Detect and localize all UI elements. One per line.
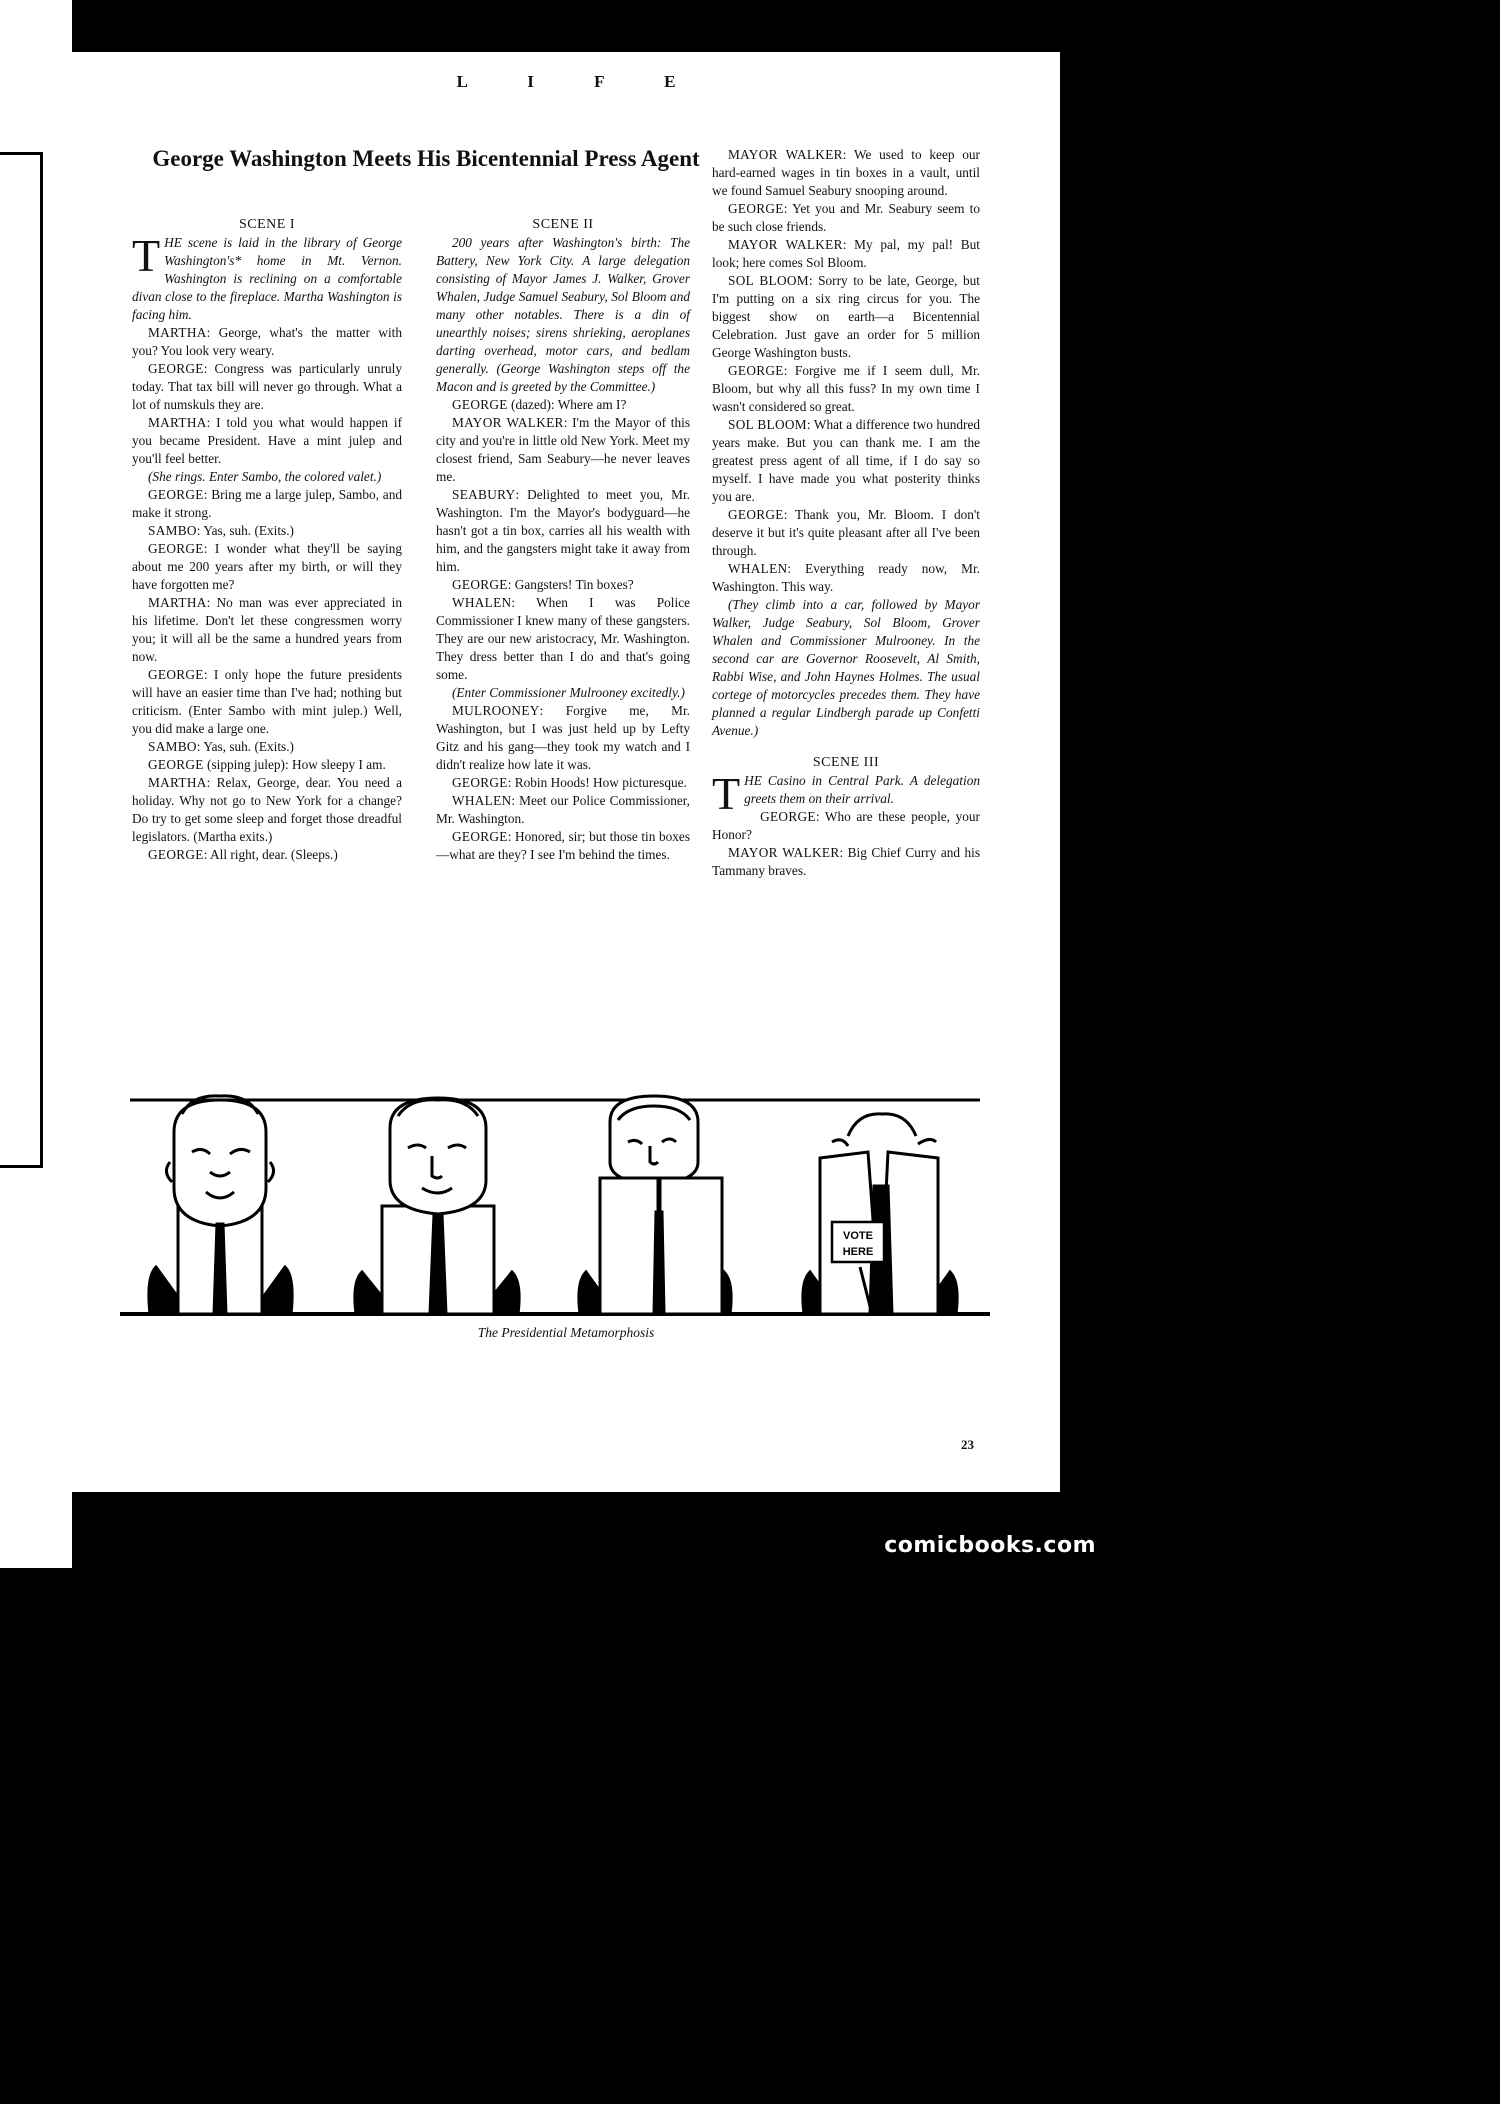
dialogue-text: : We used to keep our hard-earned wages in tin boxes in a vault, until we found Samuel Seabury snooping around.: [712, 147, 980, 198]
speaker-name: WHALEN: [728, 561, 788, 576]
sign-text-line-2: HERE: [842, 1246, 874, 1258]
dialogue-line: [436, 828, 690, 864]
dialogue-line: [712, 362, 980, 416]
article-title: George Washington Meets His Bicentennial Press Agent: [152, 146, 700, 171]
dialogue-line: [436, 396, 690, 414]
cartoon-illustration: [120, 1092, 990, 1324]
dialogue-line: [436, 576, 690, 594]
figure-3: [579, 1096, 731, 1314]
dialogue-line: [712, 236, 980, 272]
dialogue-text: : No man was ever appreciated in his lifetime. Don't let these congressmen worry you; it will all be the same a hundred years from now.: [132, 595, 402, 664]
speaker-name: GEORGE: [728, 363, 784, 378]
dialogue-text: : Relax, George, dear. You need a holiday. Why not go to New York for a change? Do try to get some sleep and forget those dreadful legislators. (Martha exits.): [132, 775, 402, 844]
dialogue-text: (sipping julep): How sleepy I am.: [203, 757, 386, 772]
speaker-name: MARTHA: [148, 775, 207, 790]
speaker-name: WHALEN: [452, 595, 512, 610]
stage-direction: [436, 234, 690, 396]
dialogue-text: : I'm the Mayor of this city and you're in little old New York. Meet my closest friend, Sam Seabury—he never leaves me.: [436, 415, 691, 484]
stage-text: (They climb into a car, followed by Mayor Walker, Judge Seabury, Sol Bloom, Grover Whalen and Commissioner Mulrooney. In the second car are Governor Roosevelt, Al Smith, Rabbi Wise, and John Haynes Holmes. The usual cortege of motorcycles precedes them. They have planned a regular Lindbergh parade up Confetti Avenue.): [712, 597, 980, 738]
speaker-name: GEORGE: [452, 829, 508, 844]
dialogue-line: [132, 666, 402, 738]
speaker-name: GEORGE: [148, 667, 204, 682]
watermark: comicbooks.com: [884, 1533, 1096, 1558]
stage-text: (She rings. Enter Sambo, the colored valet.): [148, 469, 382, 484]
stage-text: HE Casino in Central Park. A delegation greets them on their arrival.: [744, 773, 980, 806]
text-column-2: [436, 216, 690, 864]
dialogue-line: [132, 360, 402, 414]
dialogue-line: [132, 756, 402, 774]
speaker-name: GEORGE: [452, 775, 508, 790]
speaker-name: SOL BLOOM: [728, 417, 807, 432]
dialogue-text: : Who are these people, your Honor?: [712, 809, 980, 842]
speaker-name: GEORGE: [148, 541, 204, 556]
sign-text-line-1: VOTE: [843, 1230, 873, 1242]
dialogue-line: [712, 560, 980, 596]
speaker-name: GEORGE: [452, 397, 508, 412]
figure-2: [355, 1098, 519, 1314]
dialogue-line: [712, 200, 980, 236]
stage-text: 200 years after Washington's birth: The Battery, New York City. A large delegation consisting of Mayor James J. Walker, Grover Whalen, Judge Samuel Seabury, Sol Bloom and many other notables. There is a din of unearthly noises; sirens shrieking, aeroplanes darting overhead, motor cars, and bedlam generally. (George Washington steps off the Macon and is greeted by the Committee.): [436, 235, 690, 394]
dialogue-text: : Delighted to meet you, Mr. Washington. I'm the Mayor's bodyguard—he hasn't got a tin box, carries all his wealth with him, and the gangsters might take it away from him.: [436, 487, 690, 574]
dialogue-line: [712, 844, 980, 880]
dialogue-line: [436, 792, 690, 828]
speaker-name: MAYOR WALKER: [728, 845, 840, 860]
dialogue-line: [712, 146, 980, 200]
dialogue-line: [712, 506, 980, 560]
dialogue-line: [436, 414, 690, 486]
dialogue-text: : Robin Hoods! How picturesque.: [507, 775, 687, 790]
stage-text: (Enter Commissioner Mulrooney excitedly.): [452, 685, 685, 700]
dialogue-line: [132, 324, 402, 360]
speaker-name: MAYOR WALKER: [728, 237, 843, 252]
dialogue-text: : Yas, suh. (Exits.): [196, 523, 294, 538]
stage-direction: [132, 468, 402, 486]
dialogue-text: : Meet our Police Commissioner, Mr. Washington.: [436, 793, 690, 826]
figure-4: [803, 1114, 957, 1314]
dialogue-text: : Sorry to be late, George, but I'm putting on a six ring circus for you. The biggest show on earth—a Bicentennial Celebration. Just gave an order for 5 million George Washington busts.: [712, 273, 980, 360]
dialogue-line: [132, 414, 402, 468]
speaker-name: SOL BLOOM: [728, 273, 809, 288]
dialogue-text: (dazed): Where am I?: [507, 397, 627, 412]
text-column-3: [712, 146, 980, 880]
stage-direction: [132, 230, 402, 324]
dialogue-line: [436, 486, 690, 576]
dialogue-text: : Bring me a large julep, Sambo, and make it strong.: [132, 487, 402, 520]
dialogue-text: : Yet you and Mr. Seabury seem to be such close friends.: [712, 201, 980, 234]
dialogue-text: : Forgive me if I seem dull, Mr. Bloom, but why all this fuss? In my own time I wasn't considered so great.: [712, 363, 980, 414]
adjacent-page-edge: [0, 0, 72, 1568]
dialogue-text: : Gangsters! Tin boxes?: [507, 577, 634, 592]
dialogue-text: : Honored, sir; but those tin boxes—what are they? I see I'm behind the times.: [436, 829, 690, 862]
speaker-name: MAYOR WALKER: [728, 147, 843, 162]
dialogue-text: : Thank you, Mr. Bloom. I don't deserve it but it's quite pleasant after all I've been through.: [712, 507, 980, 558]
scene-heading: SCENE II: [532, 217, 594, 232]
page-number: 23: [961, 1437, 974, 1452]
dialogue-line: [132, 522, 402, 540]
dialogue-text: : What a difference two hundred years make. But you can thank me. I am the greatest press agent of all time, if I do say so myself. I have made you what posterity thinks you are.: [712, 417, 980, 504]
dialogue-text: : I only hope the future presidents will have an easier time than I've had; nothing but criticism. (Enter Sambo with mint julep.) Well, you did make a large one.: [132, 667, 402, 736]
dialogue-line: [436, 702, 690, 774]
dialogue-text: : When I was Police Commissioner I knew many of these gangsters. They are our new aristocracy, Mr. Washington. They dress better than I do and that's going some.: [436, 595, 690, 682]
masthead: L I F E: [456, 72, 704, 91]
cartoon-caption: The Presidential Metamorphosis: [477, 1325, 655, 1340]
dialogue-line: [132, 738, 402, 756]
dialogue-line: [712, 808, 980, 844]
scene-heading: SCENE III: [812, 755, 880, 770]
dialogue-text: : All right, dear. (Sleeps.): [203, 847, 338, 862]
dialogue-line: [712, 272, 980, 362]
dialogue-line: [712, 416, 980, 506]
dialogue-text: : Forgive me, Mr. Washington, but I was just held up by Lefty Gitz and his gang—they took my watch and I didn't realize how late it was.: [436, 703, 690, 772]
speaker-name: GEORGE: [148, 361, 204, 376]
drop-cap: T: [132, 230, 161, 281]
stage-direction: [436, 684, 690, 702]
dialogue-text: : My pal, my pal! But look; here comes Sol Bloom.: [712, 237, 981, 270]
dialogue-line: [436, 594, 690, 684]
dialogue-line: [132, 540, 402, 594]
speaker-name: MAYOR WALKER: [452, 415, 564, 430]
stage-text: HE scene is laid in the library of George Washington's* home in Mt. Vernon. Washington is reclining on a comfortable divan close to the fireplace. Martha Washington is facing him.: [132, 235, 402, 322]
dialogue-text: : George, what's the matter with you? You look very weary.: [132, 325, 402, 358]
dialogue-text: : I wonder what they'll be saying about me 200 years after my birth, or will they have forgotten me?: [132, 541, 402, 592]
dialogue-line: [132, 486, 402, 522]
dialogue-text: : Everything ready now, Mr. Washington. This way.: [712, 561, 980, 594]
speaker-name: GEORGE: [148, 847, 204, 862]
dialogue-text: : Yas, suh. (Exits.): [196, 739, 294, 754]
dialogue-line: [436, 774, 690, 792]
magazine-page: [72, 52, 1060, 1492]
speaker-name: GEORGE: [148, 487, 204, 502]
figure-1: [149, 1096, 292, 1314]
drop-cap: T: [712, 768, 741, 819]
scene-heading: SCENE I: [239, 217, 295, 232]
speaker-name: MARTHA: [148, 325, 207, 340]
speaker-name: MARTHA: [148, 595, 207, 610]
speaker-name: WHALEN: [452, 793, 512, 808]
dialogue-text: : I told you what would happen if you became President. Have a mint julep and you'll feel better.: [132, 415, 402, 466]
speaker-name: SEABURY: [452, 487, 516, 502]
speaker-name: SAMBO: [148, 739, 197, 754]
speaker-name: GEORGE: [452, 577, 508, 592]
speaker-name: GEORGE: [728, 507, 784, 522]
dialogue-line: [132, 594, 402, 666]
stage-direction: [712, 596, 980, 740]
dialogue-line: [132, 774, 402, 846]
speaker-name: GEORGE: [148, 757, 204, 772]
speaker-name: MULROONEY: [452, 703, 540, 718]
dialogue-text: : Congress was particularly unruly today. That tax bill will never go through. What a lot of numskuls they are.: [132, 361, 402, 412]
dialogue-line: [132, 846, 402, 864]
speaker-name: SAMBO: [148, 523, 197, 538]
speaker-name: GEORGE: [728, 201, 784, 216]
speaker-name: MARTHA: [148, 415, 207, 430]
speaker-name: GEORGE: [760, 809, 816, 824]
dialogue-text: : Big Chief Curry and his Tammany braves.: [712, 845, 980, 878]
text-column-1: [132, 216, 402, 864]
